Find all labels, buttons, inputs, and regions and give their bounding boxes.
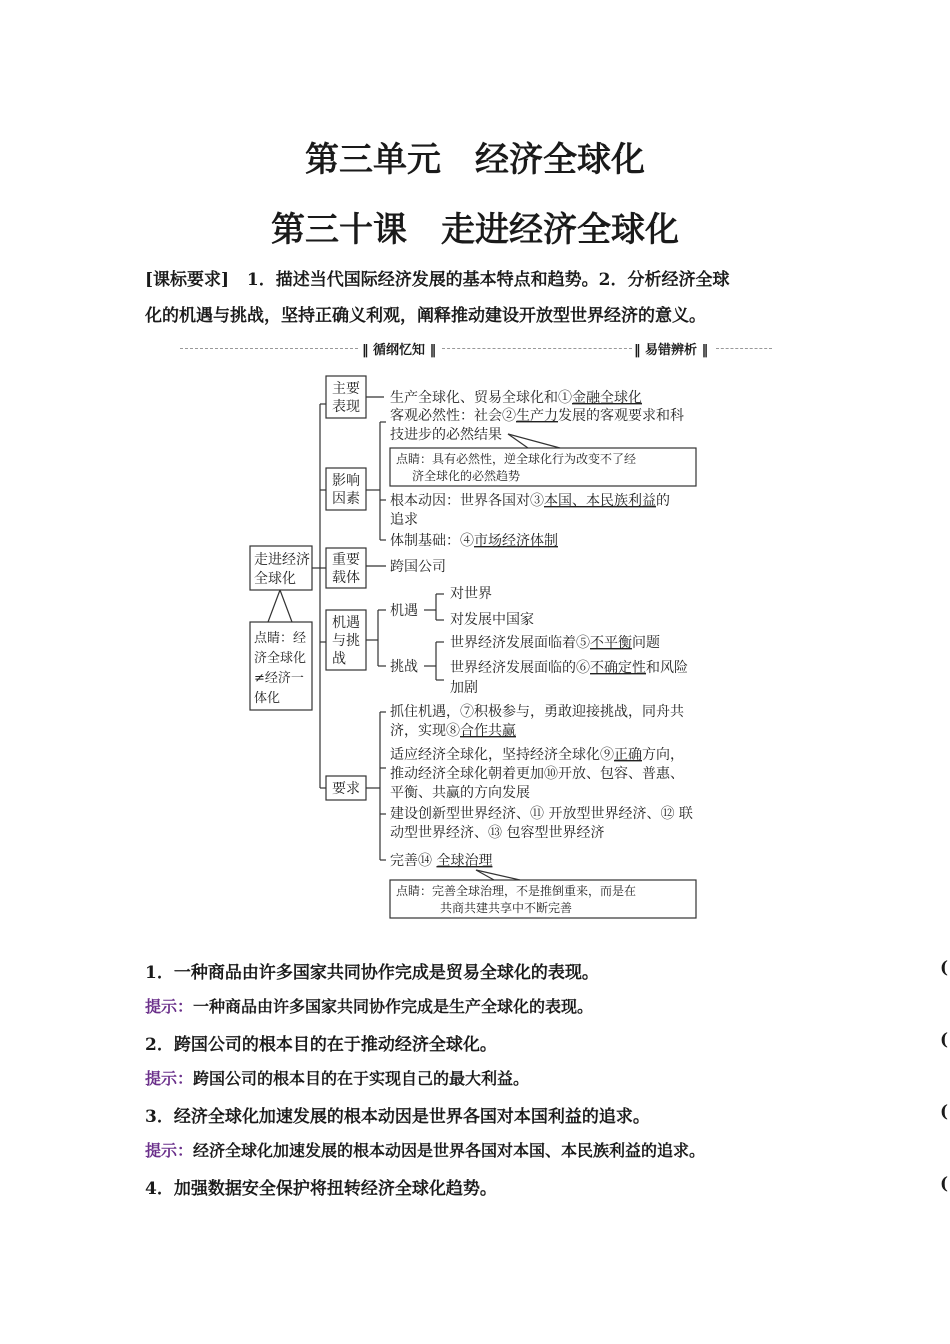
branch-4-line-3: 战 — [332, 651, 346, 667]
question-4-paren: ( — [940, 1174, 949, 1194]
tab-errors-label: 易错辨析 — [645, 343, 698, 358]
unit-title: 第三单元 经济全球化 — [305, 140, 645, 180]
req-4: 完善⑭ 全球治理 — [390, 853, 493, 869]
hint-3-text: 经济全球化加速发展的根本动因是世界各国对本国、本民族利益的追求。 — [193, 1141, 706, 1160]
req-1-line-2: 济，实现⑧合作共赢 — [390, 723, 516, 739]
root-note-1: 点睛：经 — [254, 631, 307, 646]
tab-recall-label: 循纲忆知 — [373, 343, 426, 358]
section-separator — [180, 339, 772, 357]
branch-4-line-2: 与挑 — [332, 633, 360, 649]
hint-2-label: 提示： — [145, 1069, 194, 1088]
branch-2-line-1: 影响 — [332, 473, 360, 489]
hint-2-text: 跨国公司的根本目的在于实现自己的最大利益。 — [193, 1069, 530, 1088]
opportunity-item-2: 对发展中国家 — [450, 612, 534, 628]
root-note-3: ≠经济一 — [254, 671, 304, 686]
question-4: 4．加强数据安全保护将扭转经济全球化趋势。 — [145, 1179, 497, 1199]
opportunity-label: 机遇 — [390, 603, 418, 619]
carrier-text: 跨国公司 — [390, 559, 446, 575]
mindmap — [0, 360, 950, 930]
branch-3-line-2: 载体 — [332, 570, 360, 586]
factor-1-line-1: 客观必然性：社会②生产力发展的客观要求和科 — [390, 408, 684, 424]
factor-1-line-2: 技进步的必然结果 — [390, 427, 502, 443]
factor-note-2: 济全球化的必然趋势 — [412, 469, 521, 483]
question-3: 3．经济全球化加速发展的根本动因是世界各国对本国利益的追求。 — [145, 1107, 650, 1127]
hint-3-label: 提示： — [145, 1141, 194, 1160]
factor-2-line-1: 根本动因：世界各国对③本国、本民族利益的 — [390, 493, 670, 509]
question-1-paren: ( — [940, 958, 949, 978]
hint-1 — [145, 994, 593, 1017]
req-3-line-2: 动型世界经济、⑬ 包容型世界经济 — [390, 825, 605, 841]
question-3-paren: ( — [940, 1102, 949, 1122]
hint-1-text: 一种商品由许多国家共同协作完成是生产全球化的表现。 — [193, 997, 594, 1016]
opportunity-item-1: 对世界 — [450, 586, 492, 602]
factor-2-line-2: 追求 — [390, 512, 418, 528]
req-1-line-1: 抓住机遇，⑦积极参与，勇敢迎接挑战，同舟共 — [390, 704, 684, 720]
challenge-item-1: 世界经济发展面临着⑤不平衡问题 — [450, 635, 660, 651]
req-note-2: 共商共建共享中不断完善 — [440, 901, 573, 915]
branch-2-line-2: 因素 — [332, 491, 360, 507]
requirement-text-1: 1．描述当代国际经济发展的基本特点和趋势。2．分析经济全球 — [246, 270, 730, 290]
req-2-line-2: 推动经济全球化朝着更加⑩开放、包容、普惠、 — [390, 766, 684, 782]
requirement-line-1 — [145, 262, 815, 298]
factor-note-1: 点睛：具有必然性，逆全球化行为改变不了经 — [396, 452, 637, 466]
root-label-2: 全球化 — [254, 571, 296, 587]
branch-1-line-2: 表现 — [332, 399, 360, 415]
req-note-1: 点睛：完善全球治理，不是推倒重来，而是在 — [396, 884, 637, 898]
req-2-line-1: 适应经济全球化，坚持经济全球化⑨正确方向， — [390, 747, 684, 763]
branch-4-line-1: 机遇 — [332, 615, 360, 631]
requirement-line-2: 化的机遇与挑战，坚持正确义利观，阐释推动建设开放型世界经济的意义。 — [145, 306, 706, 326]
root-note-4: 体化 — [254, 691, 281, 706]
challenge-item-2-line-1: 世界经济发展面临的⑥不确定性和风险 — [450, 660, 688, 676]
factor-3: 体制基础：④市场经济体制 — [390, 533, 558, 549]
branch-3-line-1: 重要 — [332, 552, 360, 568]
manifestation-text: 生产全球化、贸易全球化和①金融全球化 — [390, 390, 642, 406]
question-1: 1．一种商品由许多国家共同协作完成是贸易全球化的表现。 — [145, 963, 599, 983]
challenge-label: 挑战 — [390, 659, 418, 675]
lesson-title: 第三十课 走进经济全球化 — [271, 210, 679, 250]
hint-1-label: 提示： — [145, 997, 194, 1016]
hint-3 — [145, 1138, 705, 1161]
hint-2 — [145, 1066, 529, 1089]
root-label-1: 走进经济 — [254, 552, 310, 568]
question-2-paren: ( — [940, 1030, 949, 1050]
challenge-item-2-line-2: 加剧 — [450, 680, 478, 696]
root-note-2: 济全球化 — [254, 651, 307, 666]
tab-recall: ‖ 循纲忆知 ‖ — [362, 343, 437, 358]
req-2-line-3: 平衡、共赢的方向发展 — [390, 785, 530, 801]
branch-5-line-1: 要求 — [332, 781, 360, 797]
branch-1-line-1: 主要 — [332, 381, 360, 397]
question-2: 2．跨国公司的根本目的在于推动经济全球化。 — [145, 1035, 497, 1055]
requirement-label: [课标要求] — [145, 270, 230, 290]
tab-errors: ‖ 易错辨析 ‖ — [634, 343, 709, 358]
req-3-line-1: 建设创新型世界经济、⑪ 开放型世界经济、⑫ 联 — [390, 806, 693, 822]
